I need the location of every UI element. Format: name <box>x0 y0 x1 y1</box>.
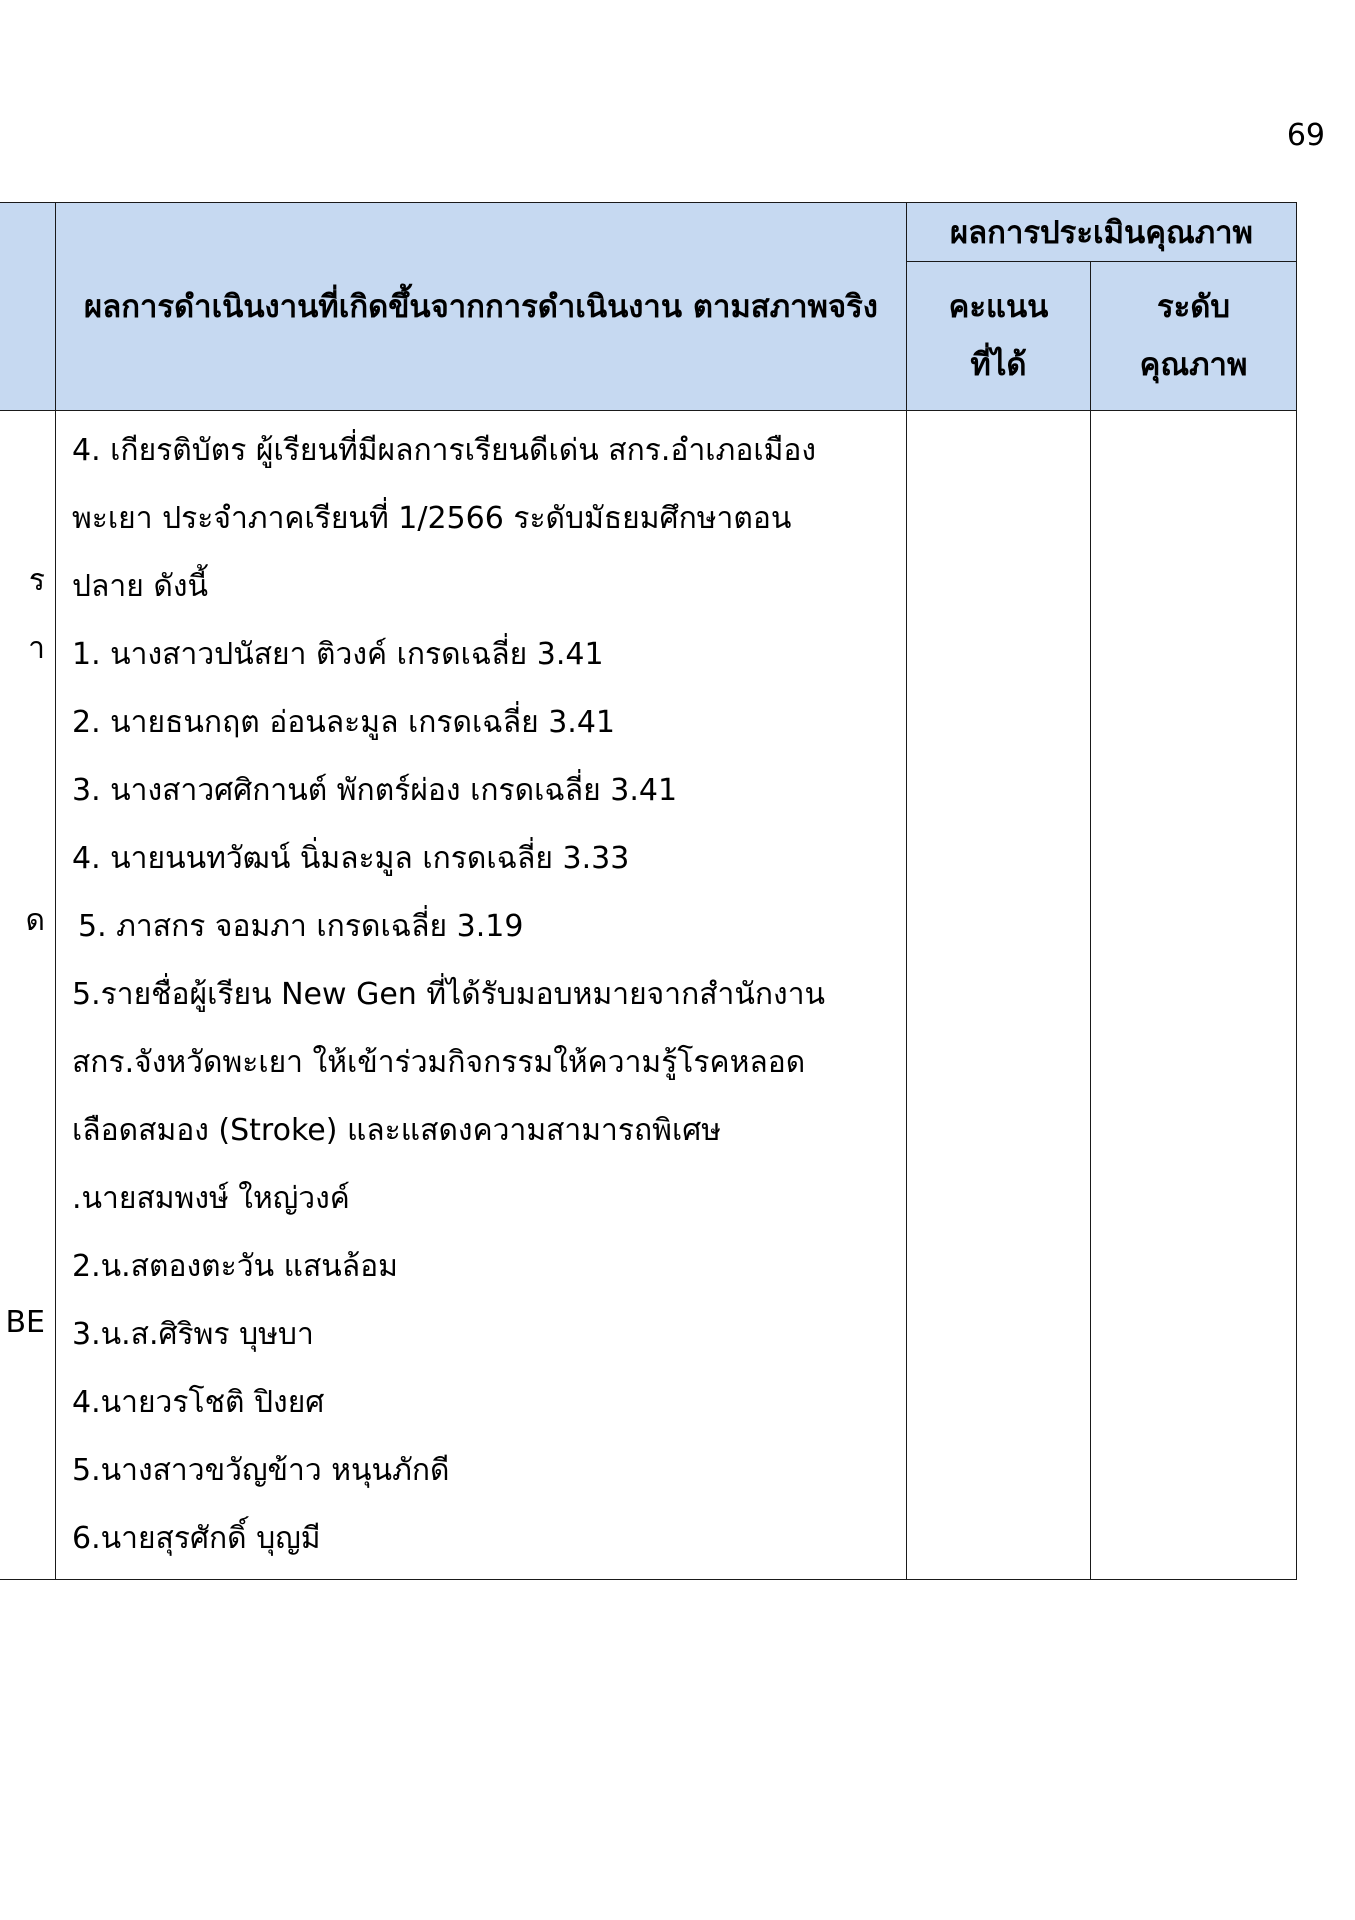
header-quality-assessment: ผลการประเมินคุณภาพ <box>907 203 1297 262</box>
level-cell <box>1091 411 1297 1580</box>
result-line: 2.น.สตองตะวัน แสนล้อม <box>72 1249 398 1284</box>
result-line: .นายสมพงษ์ ใหญ่วงค์ <box>72 1181 350 1216</box>
evaluation-table <box>0 202 1297 1580</box>
header-left-cell <box>0 203 56 411</box>
result-line: 4. เกียรติบัตร ผู้เรียนที่มีผลการเรียนดีเด่น สกร.อำเภอเมือง <box>72 433 817 468</box>
result-line: ปลาย ดังนี้ <box>72 569 209 604</box>
result-line: เลือดสมอง (Stroke) และแสดงความสามารถพิเศษ <box>72 1113 722 1148</box>
left-column-cell <box>0 411 56 1580</box>
result-line: 5.รายชื่อผู้เรียน New Gen ที่ได้รับมอบหมายจากสำนักงาน <box>72 977 826 1012</box>
page-number: 69 <box>1286 118 1325 153</box>
result-line: 5.นางสาวขวัญข้าว หนุนภักดี <box>72 1453 450 1488</box>
result-line: 3. นางสาวศศิกานต์ พักตร์ผ่อง เกรดเฉลี่ย 3.41 <box>72 773 678 808</box>
left-fragment-1: ร <box>28 563 45 598</box>
left-fragment-2: า <box>28 631 45 666</box>
result-line: 2. นายธนกฤต อ่อนละมูล เกรดเฉลี่ย 3.41 <box>72 705 615 740</box>
result-line: พะเยา ประจำภาคเรียนที่ 1/2566 ระดับมัธยมศึกษาตอน <box>72 501 792 536</box>
result-line: 5. ภาสกร จอมภา เกรดเฉลี่ย 3.19 <box>78 909 524 944</box>
result-line: 1. นางสาวปนัสยา ติวงค์ เกรดเฉลี่ย 3.41 <box>72 637 604 672</box>
left-fragment-4: BE <box>5 1305 45 1340</box>
result-line: 6.นายสุรศักดิ์ บุญมี <box>72 1521 321 1556</box>
header-level: ระดับคุณภาพ <box>1091 262 1297 411</box>
result-line: สกร.จังหวัดพะเยา ให้เข้าร่วมกิจกรรมให้ความรู้โรคหลอด <box>72 1045 806 1080</box>
score-cell <box>907 411 1091 1580</box>
left-fragment-3: ด <box>25 903 45 938</box>
result-line: 3.น.ส.ศิริพร บุษบา <box>72 1317 314 1352</box>
results-content-cell <box>56 411 907 1580</box>
result-line: 4. นายนนทวัฒน์ นิ่มละมูล เกรดเฉลี่ย 3.33 <box>72 841 630 876</box>
result-line: 4.นายวรโชติ ปิงยศ <box>72 1385 325 1420</box>
header-score: คะแนนที่ได้ <box>907 262 1091 411</box>
header-results: ผลการดำเนินงานที่เกิดขึ้นจากการดำเนินงาน ตามสภาพจริง <box>56 203 907 411</box>
